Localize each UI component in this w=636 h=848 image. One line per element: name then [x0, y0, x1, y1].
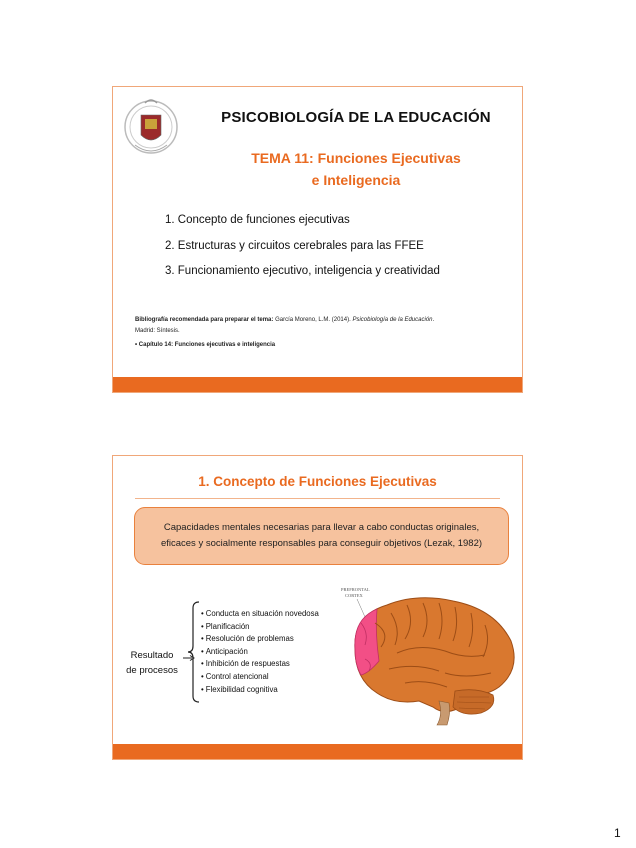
process-list [201, 608, 319, 696]
bibliography-publisher: Madrid: Síntesis. [135, 327, 180, 334]
process-item: • Anticipación [201, 646, 319, 659]
title-slide [112, 86, 523, 393]
footer-bar [113, 377, 522, 392]
process-item: • Control atencional [201, 671, 319, 684]
result-label [121, 648, 183, 678]
bibliography-label: Bibliografía recomendada para preparar el tema: [135, 317, 274, 323]
brain-label-line-1: PREFRONTAL [341, 587, 370, 592]
bibliography-author: García Moreno, L.M. (2014). [275, 317, 351, 323]
bibliography-chapter: • Capítulo 14: Funciones ejecutivas e inteligencia [135, 342, 276, 348]
brain-label-line-2: CORTEX [345, 593, 363, 598]
result-label-line-1: Resultado [130, 650, 174, 661]
outline-item: 2. Estructuras y circuitos cerebrales para las FFEE [165, 239, 424, 252]
outline-item: 3. Funcionamiento ejecutivo, inteligencia y creatividad [165, 265, 440, 277]
concept-slide [112, 455, 523, 760]
bibliography [135, 315, 515, 336]
topic-title-line-2: e Inteligencia [311, 172, 401, 188]
process-item: • Conducta en situación novedosa [201, 608, 319, 621]
brain-illustration [335, 583, 521, 728]
process-item: • Resolución de problemas [201, 633, 319, 646]
outline-item: 1. Concepto de funciones ejecutivas [165, 214, 350, 226]
curly-brace-icon [187, 600, 201, 704]
topic-title [191, 147, 521, 191]
definition-box [134, 507, 509, 565]
page-number: 1 [614, 826, 621, 840]
topic-outline [165, 208, 440, 285]
slide-title: 1. Concepto de Funciones Ejecutivas [198, 474, 437, 489]
course-title: PSICOBIOLOGÍA DE LA EDUCACIÓN [221, 109, 491, 126]
university-seal-logo [123, 95, 179, 161]
result-label-line-2: de procesos [126, 665, 178, 676]
title-divider [135, 498, 500, 499]
footer-bar [113, 744, 522, 759]
process-item: • Inhibición de respuestas [201, 658, 319, 671]
process-item: • Planificación [201, 621, 319, 634]
bibliography-punct: . [432, 317, 435, 323]
process-item: • Flexibilidad cognitiva [201, 684, 319, 697]
bibliography-book: Psicobiología de la Educación [352, 317, 433, 323]
definition-text: Capacidades mentales necesarias para llevar a cabo conductas originales, eficaces y socialmente responsables para conseguir objetivos (Lezak, 1982) [160, 522, 483, 549]
topic-title-line-1: TEMA 11: Funciones Ejecutivas [251, 150, 461, 166]
